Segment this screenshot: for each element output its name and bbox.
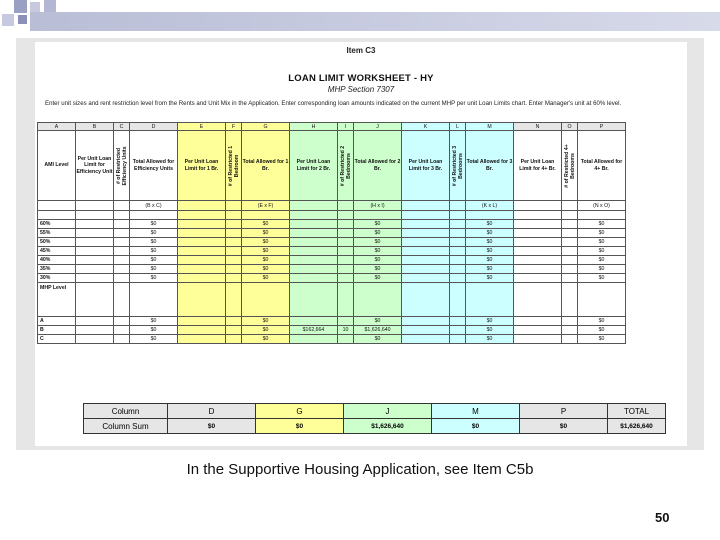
- header-l-text: # of Restricted 3 Bedrooms: [451, 145, 464, 186]
- slide-caption: In the Supportive Housing Application, see Item C5b: [186, 461, 534, 478]
- header-f: [226, 131, 242, 201]
- cell-p: $0: [578, 326, 626, 335]
- row-level: 35%: [38, 265, 76, 274]
- worksheet-paper: [35, 42, 687, 446]
- sum-cell: $0: [520, 419, 608, 434]
- mhp-row: [38, 335, 626, 344]
- ami-row: [38, 220, 626, 229]
- cell-d: $0: [130, 317, 178, 326]
- column-letter-row: [38, 123, 626, 131]
- cell-m: $0: [466, 229, 514, 238]
- sum-cell: $1,626,640: [608, 419, 666, 434]
- header-p: Total Allowed for 4+ Br.: [578, 131, 626, 201]
- header-o: [562, 131, 578, 201]
- cell-g: $0: [242, 274, 290, 283]
- cell-j: $0: [354, 274, 402, 283]
- header-f-text: # of Restricted 1 Bedroom: [227, 145, 240, 186]
- cell-d: $0: [130, 274, 178, 283]
- cell-m: $0: [466, 256, 514, 265]
- col-letter: H: [290, 123, 338, 131]
- row-level: 50%: [38, 238, 76, 247]
- cell-m: $0: [466, 265, 514, 274]
- sum-cell: Column: [84, 404, 168, 419]
- column-header-row: [38, 131, 626, 201]
- cell-j: $0: [354, 256, 402, 265]
- cell-p: $0: [578, 265, 626, 274]
- sum-cell: $0: [432, 419, 520, 434]
- row-level: 40%: [38, 256, 76, 265]
- sum-cell: J: [344, 404, 432, 419]
- cell-p: $0: [578, 220, 626, 229]
- header-g: Total Allowed for 1 Br.: [242, 131, 290, 201]
- header-d: Total Allowed for Efficiency Units: [130, 131, 178, 201]
- header-c-text: # of Restricted Efficiency Units: [115, 146, 128, 185]
- col-letter: I: [338, 123, 354, 131]
- cell-d: $0: [130, 238, 178, 247]
- cell-g: $0: [242, 247, 290, 256]
- cell-p: $0: [578, 247, 626, 256]
- column-sum-table: [83, 403, 666, 434]
- cell-m: $0: [466, 238, 514, 247]
- cell-j: $0: [354, 335, 402, 344]
- col-letter: K: [402, 123, 450, 131]
- row-level: C: [38, 335, 76, 344]
- row-level: 45%: [38, 247, 76, 256]
- cell-i: [338, 317, 354, 326]
- cell-d: $0: [130, 265, 178, 274]
- cell-i: [338, 335, 354, 344]
- ami-row: [38, 238, 626, 247]
- ami-row: [38, 256, 626, 265]
- cell-p: $0: [578, 256, 626, 265]
- row-level: A: [38, 317, 76, 326]
- col-letter: M: [466, 123, 514, 131]
- cell-p: $0: [578, 335, 626, 344]
- formula-row: [38, 201, 626, 211]
- cell-j: $0: [354, 229, 402, 238]
- cell-h: [290, 317, 338, 326]
- col-letter: A: [38, 123, 76, 131]
- cell-d: $0: [130, 220, 178, 229]
- header-i-text: # of Restricted 2 Bedrooms: [339, 145, 352, 186]
- cell-g: $0: [242, 326, 290, 335]
- col-letter: C: [114, 123, 130, 131]
- cell-g: $0: [242, 265, 290, 274]
- cell-h: [290, 335, 338, 344]
- col-letter: J: [354, 123, 402, 131]
- sum-cell: G: [256, 404, 344, 419]
- spacer-row: [38, 211, 626, 220]
- col-letter: N: [514, 123, 562, 131]
- sum-header-row: [84, 404, 666, 419]
- header-e: Per Unit Loan Limit for 1 Br.: [178, 131, 226, 201]
- cell-m: $0: [466, 317, 514, 326]
- ami-row: [38, 247, 626, 256]
- sum-cell: $1,626,640: [344, 419, 432, 434]
- sum-cell: $0: [256, 419, 344, 434]
- cell-p: $0: [578, 229, 626, 238]
- col-letter: L: [450, 123, 466, 131]
- cell-g: $0: [242, 238, 290, 247]
- formula-j: (H x I): [354, 201, 402, 211]
- cell-g: $0: [242, 220, 290, 229]
- cell-g: $0: [242, 256, 290, 265]
- row-level: B: [38, 326, 76, 335]
- row-level: 30%: [38, 274, 76, 283]
- mhp-row: [38, 317, 626, 326]
- cell-m: $0: [466, 335, 514, 344]
- cell-p: $0: [578, 238, 626, 247]
- header-n: Per Unit Loan Limit for 4+ Br.: [514, 131, 562, 201]
- cell-j: $0: [354, 220, 402, 229]
- mhp-row: [38, 326, 626, 335]
- cell-d: $0: [130, 229, 178, 238]
- cell-p: $0: [578, 274, 626, 283]
- sum-cell: TOTAL: [608, 404, 666, 419]
- formula-m: (K x L): [466, 201, 514, 211]
- sum-cell: $0: [168, 419, 256, 434]
- ami-row: [38, 274, 626, 283]
- page-number: 50: [655, 510, 670, 525]
- header-h: Per Unit Loan Limit for 2 Br.: [290, 131, 338, 201]
- mhp-level-row: [38, 283, 626, 317]
- cell-d: $0: [130, 335, 178, 344]
- cell-i: 10: [338, 326, 354, 335]
- header-i: [338, 131, 354, 201]
- cell-h: $162,664: [290, 326, 338, 335]
- cell-d: $0: [130, 247, 178, 256]
- cell-m: $0: [466, 247, 514, 256]
- cell-g: $0: [242, 317, 290, 326]
- cell-j: $0: [354, 317, 402, 326]
- sum-cell: Column Sum: [84, 419, 168, 434]
- ami-row: [38, 265, 626, 274]
- col-letter: P: [578, 123, 626, 131]
- header-j: Total Allowed for 2 Br.: [354, 131, 402, 201]
- title-bar: [30, 12, 720, 31]
- mhp-level-label: MHP Level: [38, 283, 76, 317]
- cell-j: $0: [354, 238, 402, 247]
- sum-cell: D: [168, 404, 256, 419]
- header-o-text: # of Restricted 4+ Bedrooms: [563, 143, 576, 188]
- col-letter: D: [130, 123, 178, 131]
- header-c: [114, 131, 130, 201]
- row-level: 55%: [38, 229, 76, 238]
- worksheet-subtitle: MHP Section 7307: [327, 85, 395, 94]
- cell-d: $0: [130, 326, 178, 335]
- formula-d: (B x C): [130, 201, 178, 211]
- row-level: 60%: [38, 220, 76, 229]
- worksheet-title: LOAN LIMIT WORKSHEET - HY: [288, 73, 434, 84]
- header-ami: AMI Level: [38, 131, 76, 201]
- col-letter: O: [562, 123, 578, 131]
- col-letter: B: [76, 123, 114, 131]
- worksheet-image: [16, 38, 704, 450]
- cell-j: $0: [354, 247, 402, 256]
- header-k: Per Unit Loan Limit for 3 Br.: [402, 131, 450, 201]
- cell-m: $0: [466, 274, 514, 283]
- formula-g: (E x F): [242, 201, 290, 211]
- cell-m: $0: [466, 220, 514, 229]
- sum-value-row: [84, 419, 666, 434]
- sum-cell: P: [520, 404, 608, 419]
- header-b: Per Unit Loan Limit for Efficiency Unit: [76, 131, 114, 201]
- instructions-text: Enter unit sizes and rent restriction level from the Rents and Unit Mix in the Application. Enter corresponding loan amounts indicated on the current MHP per unit Loan Limits chart. Enter Manager's unit at 60% level.: [45, 100, 622, 107]
- cell-m: $0: [466, 326, 514, 335]
- cell-g: $0: [242, 229, 290, 238]
- ami-row: [38, 229, 626, 238]
- cell-d: $0: [130, 256, 178, 265]
- header-l: [450, 131, 466, 201]
- item-label: Item C3: [346, 46, 376, 55]
- sum-cell: M: [432, 404, 520, 419]
- col-letter: G: [242, 123, 290, 131]
- formula-p: (N x O): [578, 201, 626, 211]
- cell-p: $0: [578, 317, 626, 326]
- cell-j: $1,626,640: [354, 326, 402, 335]
- cell-g: $0: [242, 335, 290, 344]
- col-letter: E: [178, 123, 226, 131]
- loan-limit-table: [37, 122, 626, 344]
- header-m: Total Allowed for 3 Br.: [466, 131, 514, 201]
- cell-j: $0: [354, 265, 402, 274]
- col-letter: F: [226, 123, 242, 131]
